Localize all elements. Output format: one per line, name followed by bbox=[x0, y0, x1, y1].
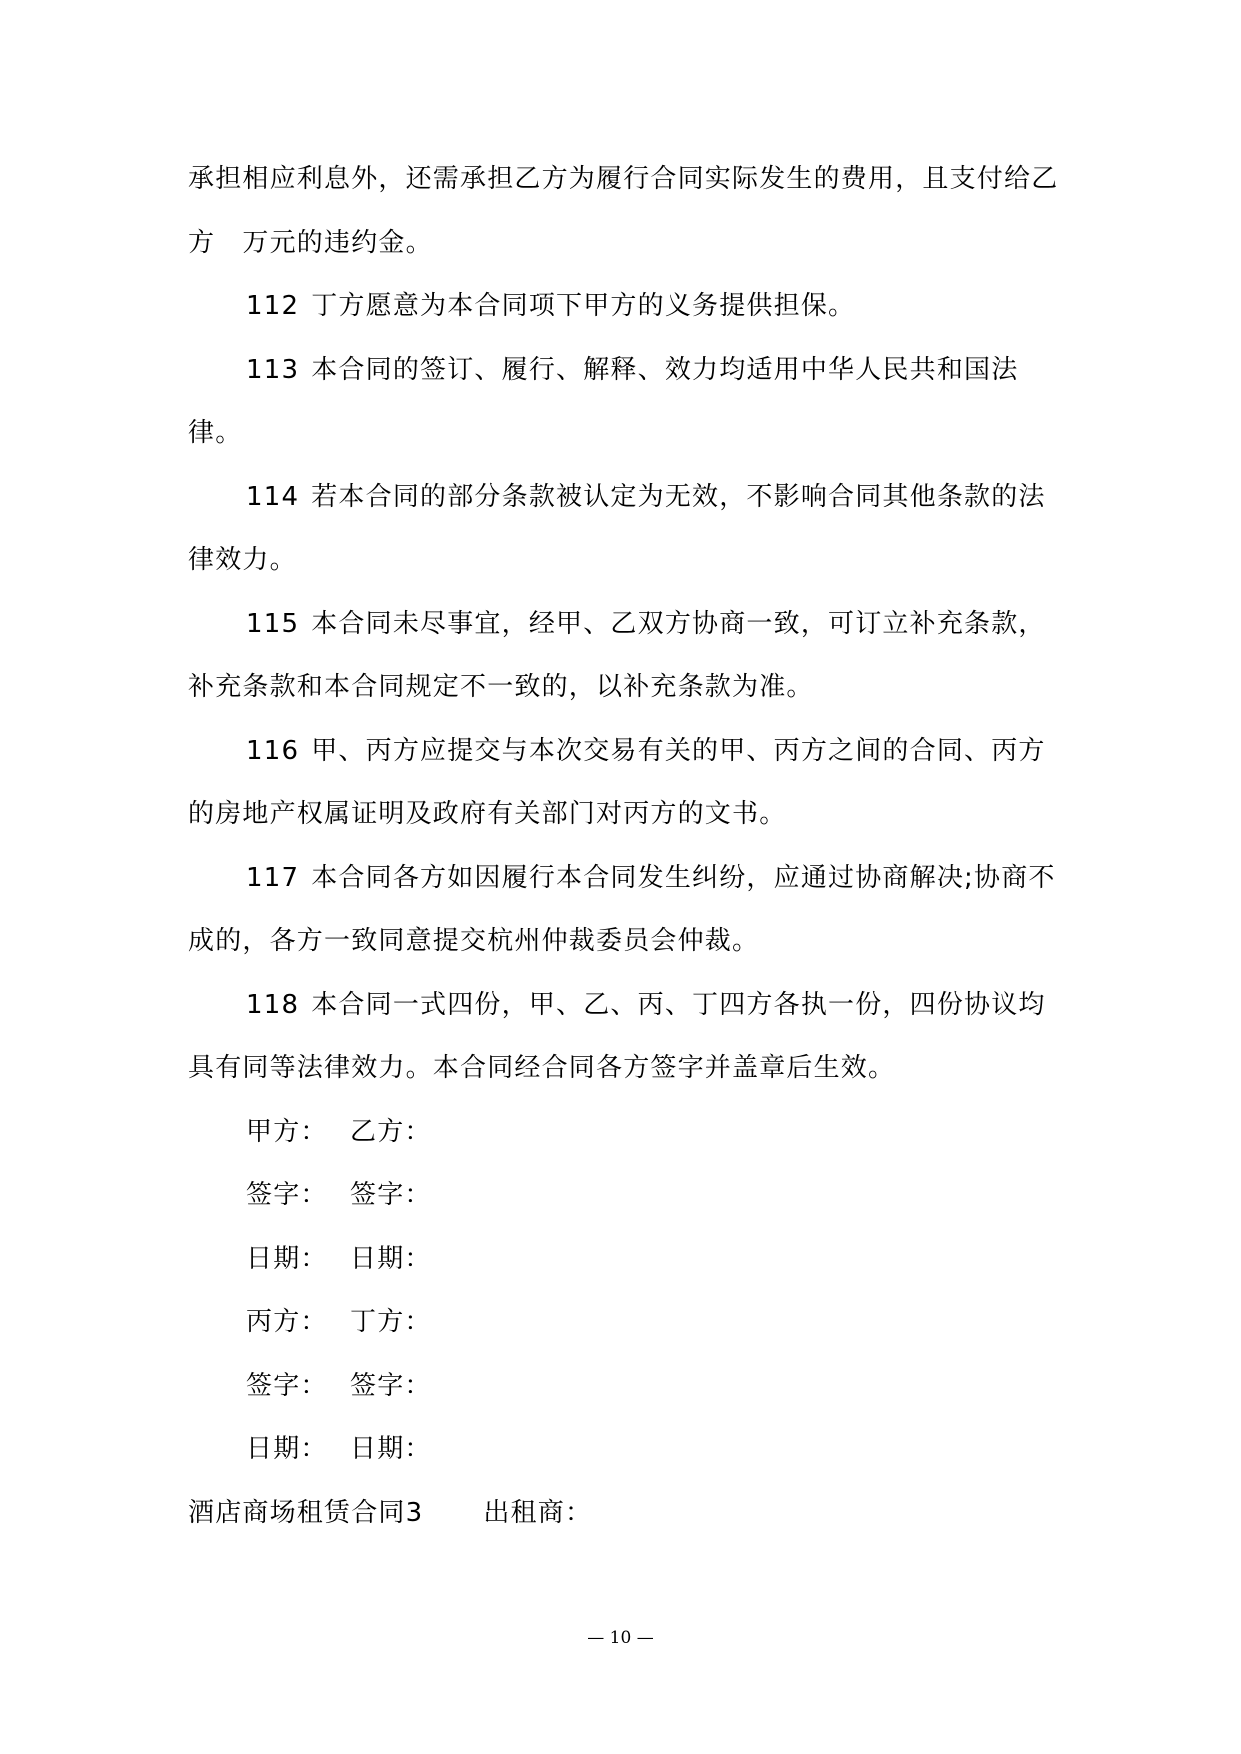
signature-label-right: 日期： bbox=[350, 1434, 432, 1464]
signature-label-right: 签字： bbox=[350, 1180, 432, 1210]
signature-label-right: 乙方： bbox=[350, 1116, 432, 1147]
signature-label-right: 日期： bbox=[350, 1243, 432, 1274]
clause-114 bbox=[188, 466, 1071, 593]
signature-row bbox=[188, 1418, 1071, 1482]
signature-block bbox=[188, 1101, 1071, 1482]
clause-number: 114 bbox=[246, 481, 300, 512]
clause-text: 若本合同的部分条款被认定为无效，不影响合同其他条款的法律效力。 bbox=[188, 481, 1046, 575]
clause-113 bbox=[188, 339, 1071, 466]
signature-label-right: 丁方： bbox=[350, 1307, 432, 1337]
signature-row bbox=[188, 1228, 1071, 1292]
signature-row bbox=[188, 1101, 1071, 1165]
next-contract-heading bbox=[188, 1482, 1071, 1546]
signature-row bbox=[188, 1291, 1071, 1355]
clause-text: 甲、丙方应提交与本次交易有关的甲、丙方之间的合同、丙方的房地产权属证明及政府有关部门对丙方的文书。 bbox=[188, 735, 1046, 829]
signature-label-left: 丙方： bbox=[246, 1307, 328, 1337]
signature-label-left: 日期： bbox=[246, 1434, 328, 1464]
page-number: — 10 — bbox=[587, 1628, 654, 1648]
clause-text: 本合同一式四份，甲、乙、丙、丁四方各执一份，四份协议均具有同等法律效力。本合同经合同各方签字并盖章后生效。 bbox=[188, 989, 1046, 1083]
clause-116 bbox=[188, 720, 1071, 847]
clause-number: 116 bbox=[246, 735, 300, 766]
paragraph-continuation bbox=[188, 148, 1071, 275]
signature-label-right: 签字： bbox=[350, 1370, 432, 1401]
lessor-label: 出租商： bbox=[483, 1497, 593, 1528]
clause-number: 113 bbox=[246, 354, 300, 385]
clause-number: 117 bbox=[246, 862, 300, 893]
clause-text: 本合同的签订、履行、解释、效力均适用中华人民共和国法律。 bbox=[188, 354, 1019, 448]
clause-text: 本合同各方如因履行本合同发生纠纷，应通过协商解决;协商不成的，各方一致同意提交杭州仲裁委员会仲裁。 bbox=[188, 862, 1056, 956]
clause-text: 本合同未尽事宜，经甲、乙双方协商一致，可订立补充条款，补充条款和本合同规定不一致的，以补充条款为准。 bbox=[188, 608, 1046, 702]
signature-label-left: 日期： bbox=[246, 1243, 328, 1274]
signature-label-left: 甲方： bbox=[246, 1116, 328, 1147]
signature-label-left: 签字： bbox=[246, 1180, 328, 1210]
signature-row bbox=[188, 1164, 1071, 1228]
clause-112 bbox=[188, 275, 1071, 339]
clause-number: 118 bbox=[246, 989, 300, 1020]
contract-title: 酒店商场租赁合同3 bbox=[188, 1497, 424, 1528]
clause-118 bbox=[188, 974, 1071, 1101]
clause-text: 丁方愿意为本合同项下甲方的义务提供担保。 bbox=[311, 291, 856, 321]
signature-label-left: 签字： bbox=[246, 1370, 328, 1401]
contract-body bbox=[188, 148, 1071, 1545]
signature-row bbox=[188, 1355, 1071, 1419]
clause-115 bbox=[188, 593, 1071, 720]
paragraph-text: 承担相应利息外，还需承担乙方为履行合同实际发生的费用，且支付给乙方 万元的违约金。 bbox=[188, 164, 1059, 258]
clause-117 bbox=[188, 847, 1071, 974]
clause-number: 112 bbox=[246, 291, 300, 321]
clause-number: 115 bbox=[246, 608, 300, 639]
